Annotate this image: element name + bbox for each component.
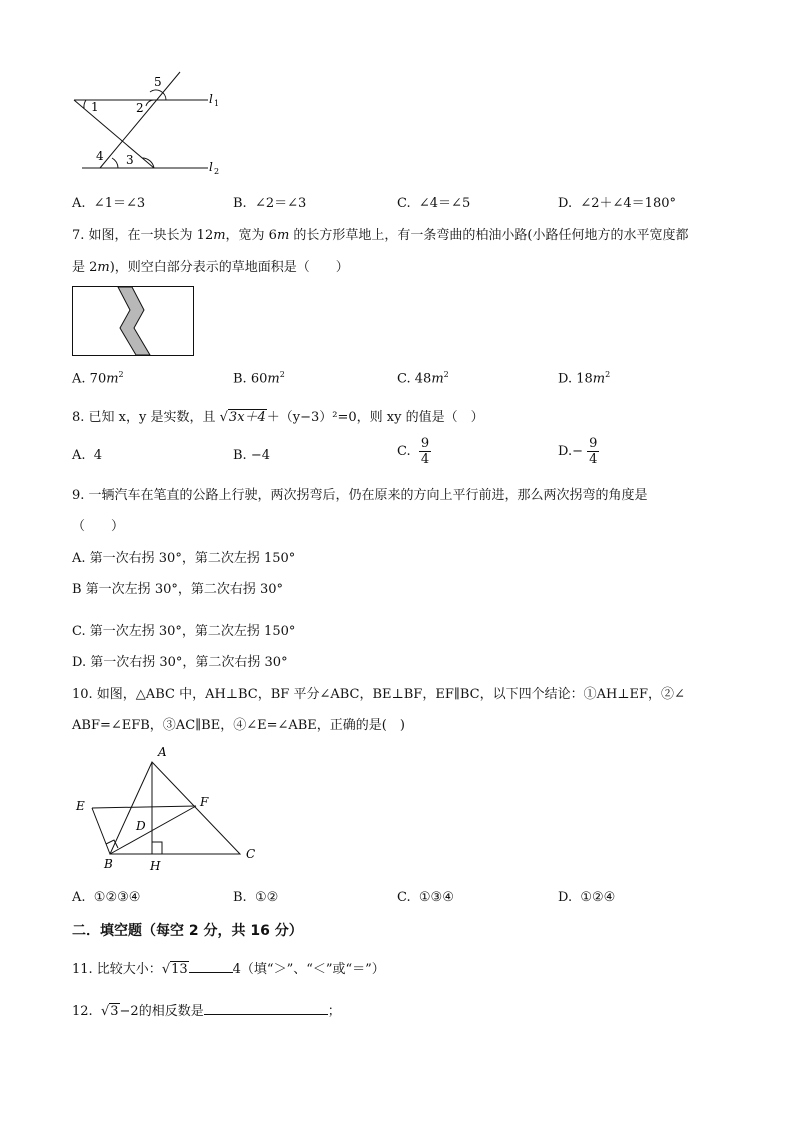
label-e: E bbox=[76, 799, 85, 813]
line-l2-label: l bbox=[209, 160, 213, 174]
segment-bf bbox=[110, 806, 196, 854]
q10-option-a[interactable]: A. ①②③④ bbox=[72, 890, 141, 905]
q10-stem-line1: 10. 如图，△ABC 中，AH⊥BC，BF 平分∠ABC，BE⊥BF，EF∥BC，以下四个结论：①AH⊥EF，②∠ bbox=[72, 687, 685, 702]
q10-option-c[interactable]: C. ①③④ bbox=[397, 890, 454, 905]
q9-option-d[interactable]: D. 第一次右拐 30°，第二次右拐 30° bbox=[72, 655, 288, 670]
q12-stem: 12. √3−2的相反数是 ； bbox=[72, 1004, 341, 1019]
sqrt-symbol: √ bbox=[161, 962, 171, 977]
line-l2-subscript: 2 bbox=[214, 167, 220, 176]
label-b: B bbox=[104, 857, 113, 871]
q6-option-b[interactable]: B. ∠2＝∠3 bbox=[233, 196, 307, 211]
q6-parallel-lines-figure bbox=[60, 66, 230, 178]
q8-option-b[interactable]: B. −4 bbox=[233, 448, 270, 463]
q6-option-a[interactable]: A. ∠1＝∠3 bbox=[72, 196, 146, 211]
q7-option-d[interactable]: D. $18m^2$ bbox=[558, 370, 611, 387]
q9-option-b[interactable]: B 第一次左拐 30°，第二次右拐 30° bbox=[72, 582, 284, 597]
sqrt-symbol: √ bbox=[219, 410, 228, 425]
q10-triangle-figure bbox=[70, 740, 270, 872]
segment-eb bbox=[92, 808, 110, 854]
q11-answer-blank[interactable] bbox=[189, 972, 233, 973]
angle-4-label: 4 bbox=[96, 149, 104, 163]
q8-option-c[interactable]: C. $\frac{9}{4}$ bbox=[397, 436, 430, 467]
q7-option-b[interactable]: B. $60m^2$ bbox=[233, 370, 285, 387]
q10-option-b[interactable]: B. ①② bbox=[233, 890, 279, 905]
label-a: A bbox=[158, 745, 167, 759]
q8-option-d[interactable]: D.− $\frac{9}{4}$ bbox=[558, 436, 598, 467]
q11-stem: 11. 比较大小：√13 4（填“＞”、“＜”或“＝”） bbox=[72, 962, 385, 977]
right-angle-h bbox=[152, 842, 162, 854]
label-f: F bbox=[200, 795, 209, 809]
angle-3-label: 3 bbox=[126, 153, 134, 167]
segment-ef bbox=[92, 806, 196, 808]
transversal-2 bbox=[100, 72, 180, 168]
q9-option-c[interactable]: C. 第一次左拐 30°，第二次左拐 150° bbox=[72, 624, 296, 639]
q9-stem-line1: 9. 一辆汽车在笔直的公路上行驶，两次拐弯后，仍在原来的方向上平行前进，那么两次拐弯的角度是 bbox=[72, 488, 648, 503]
q8-stem: 8. 已知 x，y 是实数，且 √3x＋4＋（y−3）²=0，则 xy 的值是（ ） bbox=[72, 410, 484, 425]
q10-option-d[interactable]: D. ①②④ bbox=[558, 890, 616, 905]
label-h: H bbox=[150, 859, 161, 872]
fraction-9-4: $\frac{9}{4}$ bbox=[420, 436, 430, 467]
label-c: C bbox=[246, 847, 256, 861]
angle-1-label: 1 bbox=[91, 100, 99, 114]
q7-stem-line2: 是 2m)，则空白部分表示的草地面积是（ ） bbox=[72, 260, 349, 275]
fraction-neg-9-4: $\frac{9}{4}$ bbox=[589, 436, 598, 467]
angle-4-arc bbox=[112, 158, 118, 168]
line-l1-subscript: 1 bbox=[214, 99, 220, 108]
q9-stem-line2: （ ） bbox=[72, 519, 125, 534]
q7-option-a[interactable]: A. $70m^2$ bbox=[72, 370, 124, 387]
sqrt-symbol: √ bbox=[100, 1004, 110, 1019]
q7-stem-line1: 7. 如图，在一块长为 12m，宽为 6m 的长方形草地上，有一条弯曲的柏油小路(小路任何地方的水平宽度都 bbox=[72, 228, 689, 243]
section-2-title: 二．填空题（每空 2 分，共 16 分） bbox=[72, 923, 303, 939]
label-d: D bbox=[136, 819, 146, 833]
q9-option-a[interactable]: A. 第一次右拐 30°，第二次左拐 150° bbox=[72, 551, 296, 566]
q6-option-d[interactable]: D. ∠2＋∠4＝180° bbox=[558, 196, 676, 211]
q7-lawn-path-figure bbox=[72, 286, 196, 358]
triangle-abc bbox=[110, 762, 240, 854]
q8-option-a[interactable]: A. 4 bbox=[72, 448, 103, 463]
q12-answer-blank[interactable] bbox=[204, 1014, 328, 1015]
q10-stem-line2: ABF=∠EFB，③AC∥BE，④∠E=∠ABE，正确的是( ) bbox=[72, 718, 405, 733]
angle-5-label: 5 bbox=[154, 75, 162, 89]
q7-option-c[interactable]: C. $48m^2$ bbox=[397, 370, 449, 387]
angle-1-arc bbox=[84, 100, 86, 108]
angle-2-label: 2 bbox=[136, 101, 144, 115]
line-l1-label: l bbox=[209, 92, 213, 106]
q6-option-c[interactable]: C. ∠4＝∠5 bbox=[397, 196, 471, 211]
